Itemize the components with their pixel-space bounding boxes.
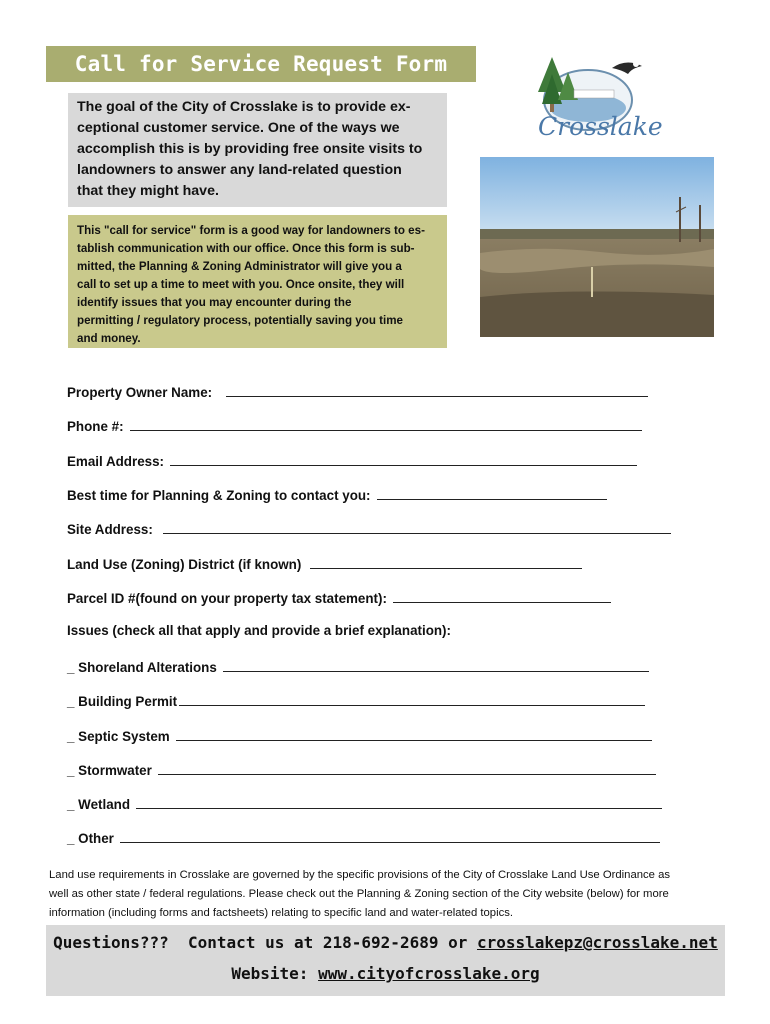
crosslake-logo	[528, 52, 663, 152]
issue-label: _ Other	[67, 831, 114, 846]
website-prefix: Website:	[231, 964, 319, 983]
issue-wetland[interactable]	[67, 795, 662, 815]
issue-other[interactable]	[67, 829, 660, 849]
phone-input-line[interactable]	[130, 417, 642, 431]
goal-line: accomplish this is by providing free onsite visits to	[77, 141, 423, 157]
wetland-input-line[interactable]	[136, 795, 662, 809]
issue-label: _ Septic System	[67, 729, 170, 744]
footer-line: Land use requirements in Crosslake are governed by the specific provisions of the City of Crosslake Land Use Ordinance as	[49, 869, 671, 881]
issue-septic[interactable]	[67, 727, 652, 747]
issue-label: _ Wetland	[67, 797, 130, 812]
cfs-line: call to set up a time to meet with you. Once onsite, they will	[77, 278, 405, 291]
site-address-input-line[interactable]	[163, 520, 671, 534]
parcel-id-field[interactable]	[67, 589, 611, 609]
field-label: Parcel ID #(found on your property tax statement):	[67, 591, 387, 606]
goal-line: The goal of the City of Crosslake is to provide ex-	[77, 99, 411, 115]
field-landscape-photo	[480, 157, 714, 337]
issues-header: Issues (check all that apply and provide a brief explanation):	[67, 623, 451, 638]
contact-line	[46, 933, 725, 952]
contact-prefix: Questions??? Contact us at 218-692-2689 or	[53, 933, 477, 952]
contact-box	[46, 925, 725, 996]
site-address-field[interactable]	[67, 520, 671, 540]
contact-email-link[interactable]: crosslakepz@crosslake.net	[477, 933, 718, 952]
issue-label: _ Building Permit	[67, 694, 178, 709]
goal-line: that they might have.	[77, 183, 219, 199]
landscape-photo	[480, 157, 714, 337]
field-label: Phone #:	[67, 419, 124, 434]
cfs-line: and money.	[77, 332, 141, 345]
issue-label: _ Shoreland Alterations	[67, 660, 217, 675]
cfs-line: identify issues that you may encounter during the	[77, 296, 352, 309]
septic-input-line[interactable]	[176, 727, 652, 741]
footer-line: well as other state / federal regulations. Please check out the Planning & Zoning section of the City website (below) for more	[49, 888, 669, 900]
website-line	[46, 964, 725, 983]
shoreland-input-line[interactable]	[223, 658, 649, 672]
land-use-input-line[interactable]	[310, 555, 582, 569]
phone-field[interactable]	[67, 417, 642, 437]
best-time-field[interactable]	[67, 486, 607, 506]
footer-line: information (including forms and factsheets) relating to specific land and water-related topics.	[49, 907, 514, 919]
field-label: Land Use (Zoning) District (if known)	[67, 557, 302, 572]
land-use-field[interactable]	[67, 555, 582, 575]
stormwater-input-line[interactable]	[158, 761, 656, 775]
issue-shoreland[interactable]	[67, 658, 649, 678]
email-input-line[interactable]	[170, 452, 637, 466]
footer-note	[49, 866, 729, 923]
parcel-id-input-line[interactable]	[393, 589, 611, 603]
goal-statement	[68, 93, 447, 207]
page-title: Call for Service Request Form	[46, 46, 476, 82]
issue-label: _ Stormwater	[67, 763, 152, 778]
field-label: Best time for Planning & Zoning to contact you:	[67, 488, 371, 503]
cfs-line: tablish communication with our office. Once this form is sub-	[77, 242, 415, 255]
other-input-line[interactable]	[120, 829, 660, 843]
field-label: Email Address:	[67, 454, 164, 469]
goal-line: landowners to answer any land-related question	[77, 162, 402, 178]
website-link[interactable]: www.cityofcrosslake.org	[318, 964, 540, 983]
owner-name-input-line[interactable]	[226, 383, 648, 397]
logo-text: Crosslake	[538, 112, 663, 141]
issue-building-permit[interactable]	[67, 692, 645, 712]
property-owner-name-field[interactable]	[67, 383, 648, 403]
best-time-input-line[interactable]	[377, 486, 607, 500]
field-label: Property Owner Name:	[67, 385, 213, 400]
issue-stormwater[interactable]	[67, 761, 656, 781]
email-field[interactable]	[67, 452, 637, 472]
cfs-line: This "call for service" form is a good way for landowners to es-	[77, 224, 425, 237]
building-permit-input-line[interactable]	[179, 692, 645, 706]
call-for-service-description	[68, 215, 447, 348]
cfs-line: permitting / regulatory process, potentially saving you time	[77, 314, 403, 327]
field-label: Site Address:	[67, 522, 153, 537]
cfs-line: mitted, the Planning & Zoning Administrator will give you a	[77, 260, 402, 273]
goal-line: ceptional customer service. One of the ways we	[77, 120, 400, 136]
